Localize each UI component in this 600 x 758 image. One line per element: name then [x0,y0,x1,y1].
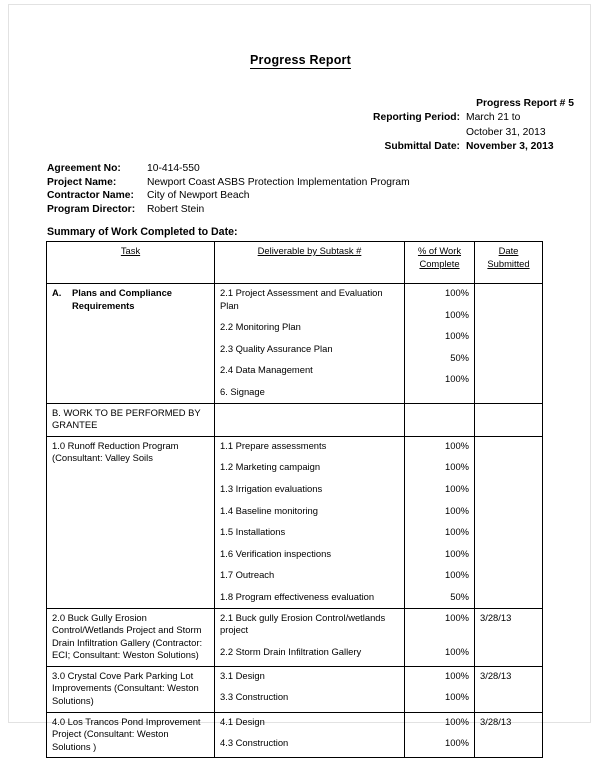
task-label: 1.0 Runoff Reduction Program (Consultant: Valley Soils [52,439,179,464]
table-row [47,666,543,712]
date-submitted-value: 3/28/13 [480,611,512,623]
table-row [47,712,543,758]
table-header-row [47,242,543,284]
deliverable-item: 3.1 Design [220,669,265,681]
date-submitted-value: 3/28/13 [480,715,512,727]
deliverable-item: 4.3 Construction [220,737,289,749]
table-cell-percent-complete [405,712,475,758]
table-cell-deliverables [215,284,405,404]
column-header-task [47,242,215,284]
program-director-label: Program Director: [47,203,136,215]
table-cell-date-submitted [475,284,543,404]
percent-value: 100% [445,482,469,494]
agreement-no-value: 10-414-550 [147,163,200,174]
percent-value: 100% [445,547,469,559]
table-cell-date-submitted [475,403,543,436]
percent-value: 100% [445,373,469,385]
percent-value: 100% [445,669,469,681]
deliverable-item: 2.2 Storm Drain Infiltration Gallery [220,645,362,657]
report-number-label: Progress Report # 5 [476,98,574,109]
project-name-label: Project Name: [47,176,117,188]
table-cell-task [47,403,215,436]
table-cell-deliverables [215,666,405,712]
section-label: B. WORK TO BE PERFORMED BY GRANTEE [52,406,201,431]
deliverable-item: 1.4 Baseline monitoring [220,504,318,516]
column-header-date-line1: Date [498,245,519,256]
table-row [47,436,543,608]
deliverable-item: 1.7 Outreach [220,569,275,581]
contractor-name-label: Contractor Name: [47,190,134,202]
percent-value: 50% [450,351,469,363]
submittal-date-value: November 3, 2013 [466,141,554,153]
column-header-deliverable-label: Deliverable by Subtask # [257,245,362,256]
percent-value: 100% [445,287,469,298]
table-cell-deliverables [215,436,405,608]
table-cell-date-submitted [475,608,543,666]
reporting-period-value: March 21 to [466,112,521,124]
task-label: 4.0 Los Trancos Pond Improvement Project (Consultant: Weston Solutions ) [52,715,201,752]
percent-value: 100% [445,715,469,727]
percent-value: 100% [445,504,469,516]
agreement-info-block [47,162,410,216]
percent-value: 100% [445,737,469,749]
deliverable-item: 1.3 Irrigation evaluations [220,482,323,494]
table-cell-deliverables [215,608,405,666]
task-label: Plans and Compliance Requirements [72,287,173,311]
column-header-date-submitted [475,242,543,284]
percent-value: 50% [450,590,469,602]
table-cell-percent-complete [405,284,475,404]
percent-value: 100% [445,691,469,703]
submittal-date-label: Submittal Date: [384,141,460,153]
table-cell-date-submitted [475,436,543,608]
percent-value: 100% [445,461,469,473]
table-row [47,403,543,436]
task-label: 2.0 Buck Gully Erosion Control/Wetlands Project and Storm Drain Infiltration Gallery (Contractor: ECI; Consultant: Weston Solutions) [52,611,203,661]
task-label: 3.0 Crystal Cove Park Parking Lot Improvements (Consultant: Weston Solutions) [52,669,199,707]
deliverable-item: 2.4 Data Management [220,364,313,376]
reporting-period-value-2: October 31, 2013 [466,126,546,138]
task-letter: A. [52,287,62,298]
deliverable-item: 1.8 Program effectiveness evaluation [220,590,375,602]
column-header-date-line2: Submitted [487,257,530,269]
contractor-name-value: City of Newport Beach [147,190,250,202]
table-cell-percent-complete [405,608,475,666]
table-row [47,284,543,404]
deliverable-item: 1.1 Prepare assessments [220,439,327,451]
meta-row-submittal-date [309,140,574,154]
info-row-agreement-no [47,162,410,176]
project-name-value: Newport Coast ASBS Protection Implementation Program [147,176,410,188]
table-cell-date-submitted [475,666,543,712]
summary-heading: Summary of Work Completed to Date: [47,226,238,238]
deliverable-item: 2.1 Buck gully Erosion Control/wetlands project [220,611,386,636]
table-cell-deliverables [215,403,405,436]
table-cell-percent-complete [405,436,475,608]
deliverable-item: 3.3 Construction [220,691,289,703]
percent-value: 100% [445,611,469,623]
percent-value: 100% [445,646,469,658]
date-submitted-value: 3/28/13 [480,669,512,681]
page-title [9,53,592,67]
table-cell-task [47,436,215,608]
deliverable-item: 1.2 Marketing campaign [220,461,321,473]
deliverable-item: 2.1 Project Assessment and Evaluation Plan [220,287,383,311]
meta-row-reporting-period [309,111,574,125]
meta-row-report-number [309,97,574,111]
table-body [47,284,543,758]
table-cell-percent-complete [405,403,475,436]
deliverable-item: 2.2 Monitoring Plan [220,321,301,333]
column-header-percent-line2: Complete [419,257,460,269]
info-row-project-name [47,176,410,190]
column-header-deliverable [215,242,405,284]
work-summary-table [46,241,543,758]
deliverable-item: 1.6 Verification inspections [220,547,332,559]
percent-value: 100% [445,569,469,581]
program-director-value: Robert Stein [147,203,205,215]
table-cell-task [47,284,215,404]
info-row-contractor-name [47,189,410,203]
percent-value: 100% [445,330,469,342]
deliverable-item: 1.5 Installations [220,526,286,538]
table-cell-task [47,712,215,758]
percent-value: 100% [445,526,469,538]
table-cell-task [47,608,215,666]
table-cell-task [47,666,215,712]
document-page [8,4,591,752]
percent-value: 100% [445,308,469,320]
table-cell-deliverables [215,712,405,758]
report-meta-block [309,97,574,155]
column-header-percent-complete [405,242,475,284]
table-cell-date-submitted [475,712,543,758]
deliverable-item: 6. Signage [220,385,265,397]
info-row-program-director [47,203,410,217]
percent-value: 100% [445,439,469,451]
deliverable-item: 2.3 Quality Assurance Plan [220,342,333,354]
deliverable-item: 4.1 Design [220,715,265,727]
table-cell-percent-complete [405,666,475,712]
meta-row-reporting-period-end [309,126,574,140]
table-header [47,242,543,284]
agreement-no-label: Agreement No: [47,163,121,174]
page-title-text: Progress Report [250,53,351,67]
table-row [47,608,543,666]
reporting-period-label: Reporting Period: [373,112,460,124]
column-header-percent-line1: % of Work [417,245,462,256]
column-header-task-label: Task [120,245,141,256]
